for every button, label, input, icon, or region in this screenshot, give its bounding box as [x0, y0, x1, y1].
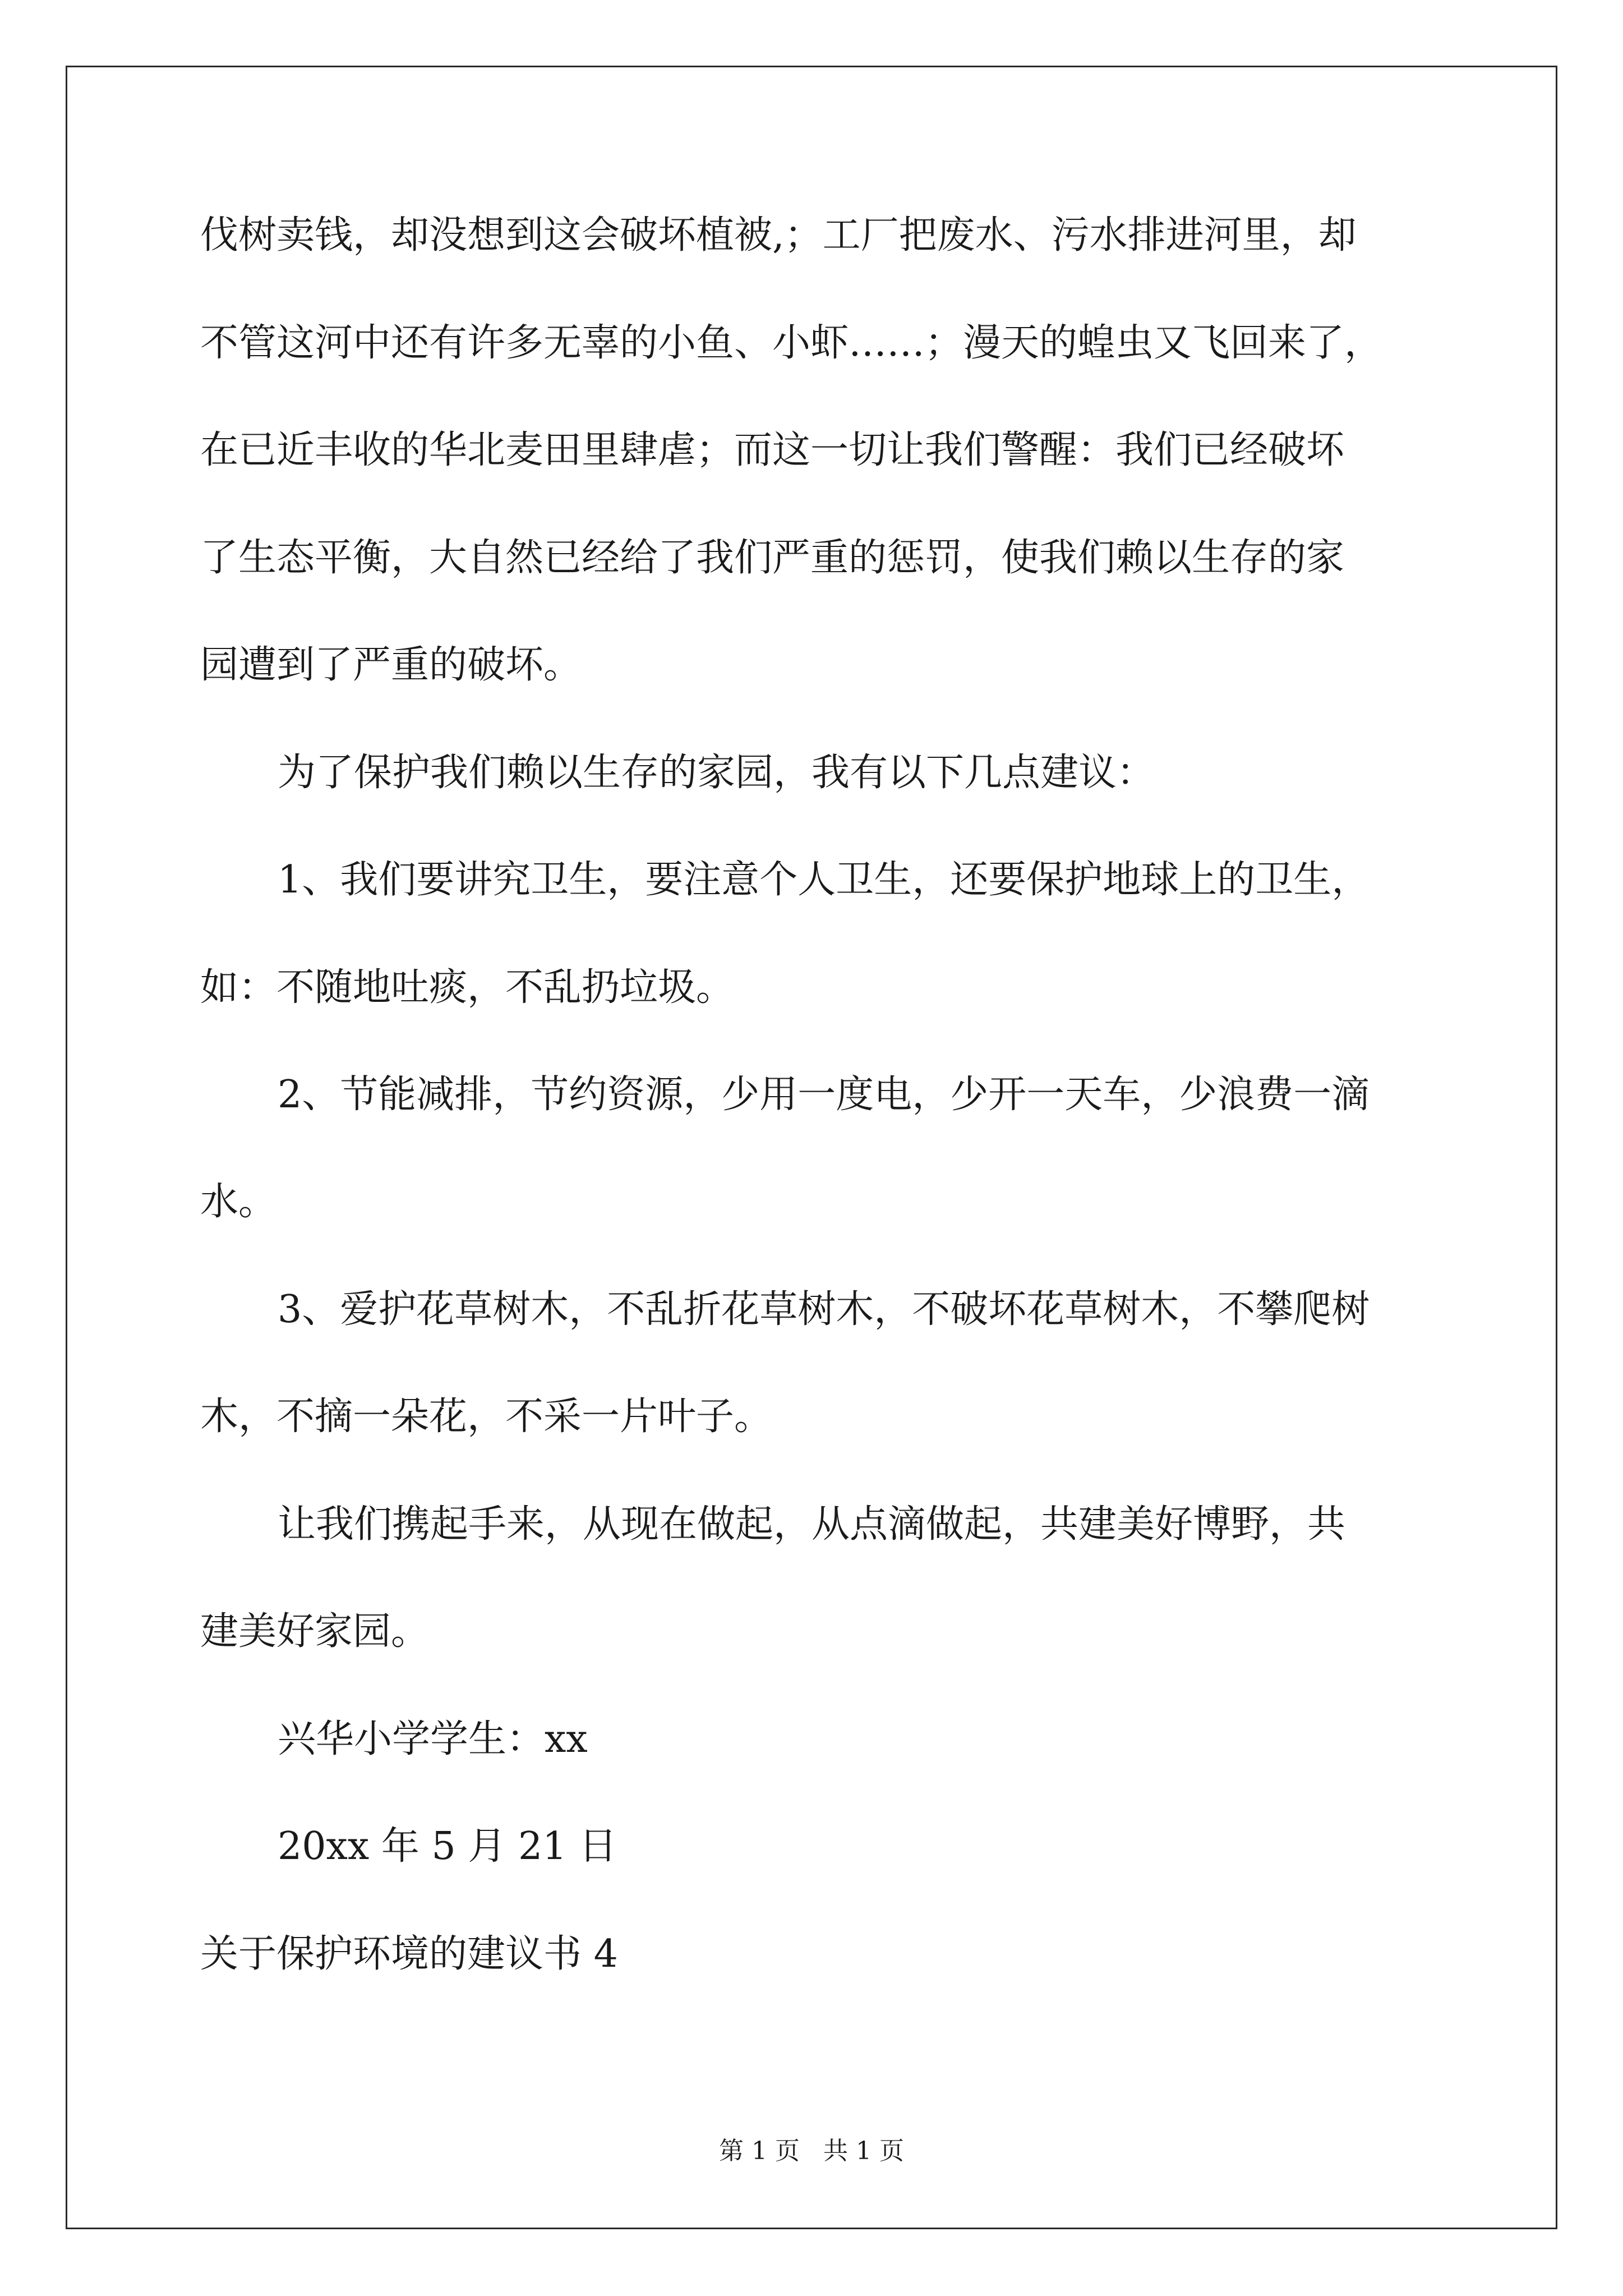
- page-border: [66, 66, 1557, 2229]
- suggestion-3-line: 3、爱护花草树木，不乱折花草树木，不破坏花草树木，不攀爬树: [278, 1287, 1370, 1332]
- paragraph-line: 了生态平衡，大自然已经给了我们严重的惩罚，使我们赖以生存的家: [200, 536, 1345, 580]
- paragraph-line: 在已近丰收的华北麦田里肆虐；而这一切让我们警醒：我们已经破坏: [200, 428, 1345, 472]
- paragraph-line: 伐树卖钱，却没想到这会破坏植被,；工厂把废水、污水排进河里，却: [200, 213, 1357, 257]
- paragraph-line: 园遭到了严重的破坏。: [200, 643, 582, 687]
- suggestion-1-line: 1、我们要讲究卫生，要注意个人卫生，还要保护地球上的卫生，: [278, 858, 1370, 902]
- suggestion-2-line: 水。: [200, 1180, 277, 1224]
- suggestion-2-line: 2、节能减排，节约资源，少用一度电，少开一天车，少浪费一滴: [278, 1073, 1370, 1117]
- paragraph-line: 不管这河中还有许多无辜的小鱼、小虾……；漫天的蝗虫又飞回来了，: [200, 321, 1383, 365]
- date: 20xx 年 5 月 21 日: [278, 1824, 617, 1869]
- closing-line: 让我们携起手来，从现在做起，从点滴做起，共建美好博野，共: [278, 1502, 1346, 1547]
- section-heading: 关于保护环境的建议书 4: [200, 1932, 618, 1976]
- page-footer: 第 1 页 共 1 页: [719, 2137, 904, 2165]
- signature: 兴华小学学生：xx: [278, 1717, 588, 1761]
- suggestion-3-line: 木，不摘一朵花，不采一片叶子。: [200, 1395, 773, 1439]
- paragraph-line: 为了保护我们赖以生存的家园，我有以下几点建议：: [278, 751, 1155, 795]
- closing-line: 建美好家园。: [200, 1609, 430, 1654]
- suggestion-1-line: 如：不随地吐痰，不乱扔垃圾。: [200, 965, 735, 1010]
